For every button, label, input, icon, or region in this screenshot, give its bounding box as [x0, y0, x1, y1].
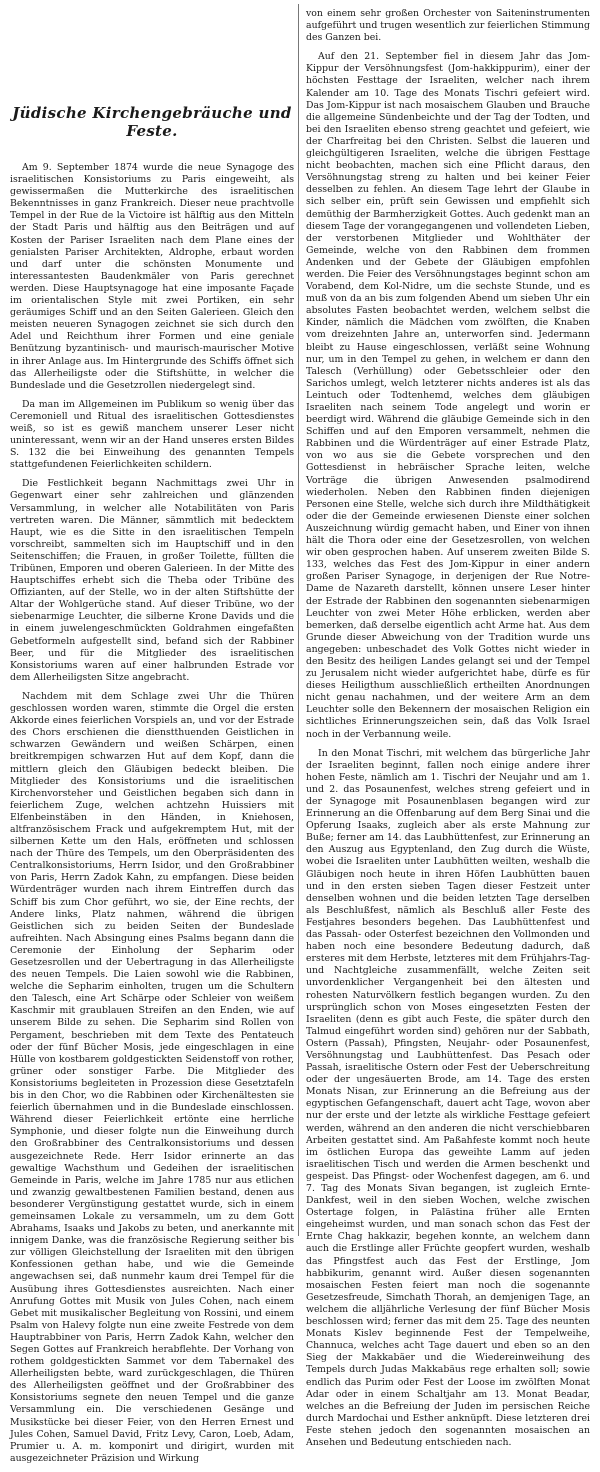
- paragraph: von einem sehr großen Orchester von Saiteninstrumenten aufgeführt und trugen wesentlich zur feierlichen Stimmung des Ganzen bei.: [306, 8, 590, 44]
- paragraph: Die Festlichkeit begann Nachmittags zwei Uhr in Gegenwart einer sehr zahlreichen und glänzenden Versammlung, in welcher alle Notabilitäten von Paris vertreten waren. Die Männer, sämmtlich mit bedecktem Haupt, wie es die Sitte in den israelitischen Tempeln vorschreibt, sammelten sich im Hauptschiff und in den Seitenschiffen; die Frauen, in großer Toilette, füllten die Tribünen, Emporen und oberen Galerieen. In der Mitte des Hauptschiffes erhebt sich die Theba oder Tribüne des Offizianten, auf der Stelle, wo in der alten Stiftshütte der Altar der Wohlgerüche stand. Auf dieser Tribüne, wo der siebenarmige Leuchter, die silberne Krone Davids und die in einem juwelengeschmückten Goldrahmen eingefaßten Gebetformeln aufgestellt sind, befand sich der Rabbiner Beer, und für die Mitglieder des israelitischen Konsistoriums waren auf einer halbrunden Estrade vor dem Allerheiligsten Sitze angebracht.: [10, 478, 294, 683]
- article-title: Jüdische Kirchengebräuche und Feste.: [12, 104, 292, 140]
- paragraph: Da man im Allgemeinen im Publikum so wenig über das Ceremoniell und Ritual des israelitischen Gottesdienstes weiß, so ist es gewiß manchem unserer Leser nicht uninteressant, wenn wir an der Hand unseres ersten Bildes S. 132 die bei Einweihung des genannten Tempels stattgefundenen Feierlichkeiten schildern.: [10, 398, 294, 471]
- column-divider: [298, 4, 299, 1236]
- paragraph: In den Monat Tischri, mit welchem das bürgerliche Jahr der Israeliten beginnt, fallen noch einige andere ihrer hohen Feste, nämlich am 1. Tischri der Neujahr und am 1. und 2. das Posaunenfest, welches streng gefeiert und in der Synagoge mit Posaunenblasen begangen wird zur Erinnerung an die Offenbarung auf dem Berg Sinai und die Opferung Isaaks, zugleich aber als erste Mahnung zur Buße; ferner am 14. das Laubhüttenfest, zur Erinnerung an den Auszug aus Egyptenland, den Zug durch die Wüste, wobei die Israeliten unter Laubhütten weilten, weshalb die Gläubigen noch heute in ihren Höfen Laubhütten bauen und in den ersten sieben Tagen dieser Festzeit unter denselben wohnen und die beiden letzten Tage derselben als Beschlußfest, nämlich als Beschluß aller Feste des Festjahres besonders begehen. Das Laubhüttenfest und das Passah- oder Osterfest bezeichnen den Vollmonden und haben noch eine besondere Bedeutung dadurch, daß ersteres mit dem Herbste, letzteres mit dem Frühjahrs-Tag- und Nachtgleiche zusammenfällt, welche Zeiten seit unvordenklicher Vergangenheit bei den ältesten und rohesten Naturvölkern festlich begangen wurden. Zu den ursprünglich schon von Moses eingesetzten Festen der Israeliten (denn es gibt auch Feste, die später durch den Talmud eingeführt worden sind) gehören nur der Sabbath, Ostern (Passah), Pfingsten, Neujahr- oder Posaunenfest, Versöhnungstag und Laubhüttenfest. Das Pesach oder Passah, israelitische Ostern oder Fest der Ueberschreitung oder der ungesäuerten Brode, am 14. Tage des ersten Monats Nisan, zur Erinnerung an die Befreiung aus der egyptischen Gefangenschaft, dauert acht Tage, wovon aber nur der erste und der letzte als wirkliche Festtage gefeiert werden, während an den anderen die nicht verschiebbaren Arbeiten gestattet sind. Am Paßahfeste kommt noch heute im östlichen Europa das geweihte Lamm auf jeden israelitischen Tisch und werden die Armen beschenkt und gespeist. Das Pfingst- oder Wochenfest dagegen, am 6. und 7. Tag des Monats Sivan begangen, ist zugleich Ernte-Dankfest, weil in den sieben Wochen, welche zwischen Ostertage folgen, in Palästina früher alle Ernten eingeheimst wurden, und man sonach schon das Fest der Ernte Chag hakkazir, begehen konnte, an welchem dann auch die Erstlinge aller Früchte geopfert wurden, weshalb das Pfingstfest auch das Fest der Erstlinge, Jom habbikurim, genannt wird. Außer diesen sogenannten mosaischen Festen feiert man noch die sogenannte Gesetzesfreude, Simchath Thorah, an demjenigen Tage, an welchem die alljährliche Verlesung der fünf Bücher Mosis beschlossen wird; ferner das mit dem 25. Tage des neunten Monats Kislev beginnende Fest der Tempelweihe, Channuca, welches acht Tage dauert und eben so an den Sieg der Makkabäer und die Wiedereinweihung des Tempels durch Judas Makkabäus rege erhalten soll; sowie endlich das Purim oder Fest der Loose im zwölften Monat Adar oder in einem Schaltjahr am 13. Monat Beadar, welches an die Befreiung der Juden im persischen Reiche durch Mardochai und Esther anknüpft. Diese letzteren drei Feste stehen jedoch den sogenannten mosaischen an Ansehen und Bedeutung entschieden nach.: [306, 747, 590, 1448]
- paragraph: Am 9. September 1874 wurde die neue Synagoge des israelitischen Konsistoriums zu Paris eingeweiht, als gewissermaßen die Mutterkirche des israelitischen Bekenntnisses in ganz Frankreich. Dieser neue prachtvolle Tempel in der Rue de la Victoire ist hälftig aus den Mitteln der Stadt Paris und hälftig aus den Beiträgen und auf Kosten der Pariser Israeliten nach dem Plane eines der genialsten Pariser Architekten, Aldrophe, erbaut worden und darf unter die schönsten Monumente und interessantesten Baudenkmäler von Paris gerechnet werden. Diese Hauptsynagoge hat eine imposante Façade im orientalischen Style mit zwei Portiken, ein sehr geräumiges Schiff und an den Seiten Galerieen. Gleich den meisten neueren Synagogen zeichnet sie sich durch den Adel und Reichthum ihrer Formen und eine geniale Benützung byzantinisch- und maurisch-maurischer Motive in ihrer Anlage aus. Im Hintergrunde des Schiffs öffnet sich das Allerheiligste oder die Stiftshütte, in welcher die Bundeslade und die Gesetzrollen niedergelegt sind.: [10, 162, 294, 391]
- left-column: [10, 8, 294, 1472]
- paragraph: Nachdem mit dem Schlage zwei Uhr die Thüren geschlossen worden waren, stimmte die Orgel die ersten Akkorde eines feierlichen Vorspiels an, und vor der Estrade des Chors erschienen die dienstthuenden Geistlichen in schwarzen Gewändern und weißen Schärpen, einen breitkrempigen schwarzen Hut auf dem Kopf, dann die mittlern gleich den Gläubigen bedeckt bleiben. Die Mitglieder des Konsistoriums und die israelitischen Kirchenvorsteher und Geistlichen begaben sich dann in feierlichem Zuge, welchen achtzehn Huissiers mit Elfenbeinstäben in den Händen, in Kniehosen, altfranzösischem Frack und aufgekremptem Hut, mit der silbernen Kette um den Hals, eröffneten und schlossen nach der Thüre des Tempels, um den Oberpräsidenten des Centralkonsistoriums, Herrn Isidor, und den Großrabbiner von Paris, Herrn Zadok Kahn, zu empfangen. Diese beiden Würdenträger wurden nach ihrem Eintreffen durch das Schiff bis zum Chor geführt, wo sie, der Eine rechts, der Andere links, Platz nahmen, während die übrigen Geistlichen sich zu beiden Seiten der Bundeslade aufreihten. Nach Absingung eines Psalms begann dann die Ceremonie der Einholung der Sepharim oder Gesetzesrollen und der Uebertragung in das Allerheiligste des neuen Tempels. Die Laien sowohl wie die Rabbinen, welche die Sepharim einholten, trugen um die Schultern den Talesch, eine Art Schärpe oder Schleier von weißem Kaschmir mit graublauen Streifen an den Enden, wie auf unserem Bilde zu sehen. Die Sepharim sind Rollen von Pergament, beschrieben mit dem Texte des Pentateuch oder der fünf Bücher Mosis, jede eingeschlagen in eine Hülle von kostbarem goldgestickten Seidenstoff von rother, grüner oder sonstiger Farbe. Die Mitglieder des Konsistoriums begleiteten in Prozession diese Gesetztafeln bis in den Chor, wo die Rabbinen oder Kirchenältesten sie feierlich übernahmen und in die Bundeslade einschlossen. Während dieser Feierlichkeit ertönte eine herrliche Symphonie, und dieser folgte nun die Einweihung durch den Großrabbiner des Centralkonsistoriums und dessen ausgezeichnete Rede. Herr Isidor erinnerte an das gewaltige Wachsthum und Gedeihen der israelitischen Gemeinde in Paris, welche im Jahre 1785 nur aus etlichen und zwanzig gewaltbestenen Familien bestand, denen aus besonderer Vergünstigung gestattet wurde, sich in einem gemeinsamen Lokale zu versammeln, um zu dem Gott Abrahams, Isaaks und Jakobs zu beten, und anerkannte mit innigem Danke, was die französische Regierung seither bis zur völligen Gleichstellung der Israeliten mit den übrigen Konfessionen gethan habe, und wie die Gemeinde angewachsen sei, daß nunmehr kaum drei Tempel für die Ausübung ihres Gottesdienstes ausreichten. Nach einer Anrufung Gottes mit Musik von Jules Cohen, nach einem Gebet mit musikalischer Begleitung von Rossini, und einem Psalm von Halevy folgte nun eine zweite Festrede von dem Hauptrabbiner von Paris, Herrn Zadok Kahn, welcher den Segen Gottes auf Frankreich herabflehte. Der Vorhang von rothem goldgestickten Sammet vor dem Tabernakel des Allerheiligsten bebte, ward zurückgeschlagen, die Thüren des Allerheiligsten geöffnet und der Großrabbiner des Konsistoriums segnete den neuen Tempel und die ganze Versammlung ein. Die verschiedenen Gesänge und Musikstücke bei dieser Feier, von den Herren Ernest und Jules Cohen, Samuel David, Fritz Levy, Caron, Loeb, Adam, Prumier u. A. m. komponirt und dirigirt, wurden mit ausgezeichneter Präzision und Wirkung: [10, 690, 294, 1464]
- left-column-body: [10, 162, 294, 1465]
- right-column: [306, 8, 590, 1456]
- paragraph: Auf den 21. September fiel in diesem Jahr das Jom-Kippur der Versöhnungsfest (Jom-hakkippurim), einer der höchsten Festtage der Israeliten, welcher nach ihrem Kalender am 10. Tage des Monats Tischri gefeiert wird. Das Jom-Kippur ist nach mosaischem Glauben und Brauche die allgemeine Sündenbeichte und der Tag der Todten, und bei den Israeliten ebenso streng geachtet und gefeiert, wie der Charfreitag bei den Christen. Selbst die laueren und gleichgültigeren Israeliten, welche die übrigen Festtage nicht beobachten, machen sich eine Pflicht daraus, den Versöhnungstag streng zu halten und bei keiner Feier desselben zu fehlen. An diesem Tage lehrt der Glaube in sich selber ein, prüft sein Gewissen und empfiehlt sich demüthig der Barmherzigkeit Gottes. Auch gedenkt man an diesem Tage der vorangegangenen und vollendeten Lieben, der verstorbenen Mitglieder und Wohlthäter der Gemeinde, welche von den Rabbinen dem frommen Andenken und der Gebete der Gläubigen empfohlen werden. Die Feier des Versöhnungstages beginnt schon am Vorabend, dem Kol-Nidre, um die sechste Stunde, und es muß von da an bis zum folgenden Abend um sieben Uhr ein absolutes Fasten beobachtet werden, welchem selbst die Kinder, nämlich die Mädchen vom zwölften, die Knaben vom dreizehnten Jahre an, unterworfen sind. Jedermann bleibt zu Hause eingeschlossen, verläßt seine Wohnung nur, um in den Tempel zu gehen, in welchem er dann den Talesch (Verhüllung) oder Gebetsschleier oder den Sarichos umlegt, welch letzterer nichts anderes ist als das Leintuch oder Todtenhemd, welches dem gläubigen Israeliten nach seinem Tode angelegt und worin er beerdigt wird. Während die gläubige Gemeinde sich in den Schiffen und auf den Emporen versammelt, nehmen die Rabbinen und die Würdenträger auf einer Estrade Platz, von wo aus sie die Gebete vorsprechen und den Gottesdienst in hebräischer Sprache leiten, welche Vorträge die übrigen Anwesenden psalmodirend wiederholen. Neben den Rabbinen finden diejenigen Personen eine Stelle, welche sich durch ihre Mildthätigkeit oder die der Gemeinde erwiesenen Dienste einer solchen Auszeichnung würdig gemacht haben, und Einer von ihnen hält die Thora oder eine der Gesetzesrollen, von welchen wir oben gesprochen haben. Auf unserem zweiten Bilde S. 133, welches das Fest des Jom-Kippur in einer andern großen Pariser Synagoge, in derjenigen der Rue Notre-Dame de Nazareth darstellt, können unsere Leser hinter der Estrade der Rabbinen den sogenannten siebenarmigen Leuchter von zwei Meter Höhe erblicken, werden aber bemerken, daß derselbe eigentlich acht Arme hat. Aus dem Grunde dieser Abweichung von der Tradition wurde uns angegeben: unbeschadet des Volk Gottes nicht wieder in den Besitz des heiligen Landes gelangt sei und der Tempel zu Jerusalem nicht wieder aufgerichtet habe, dürfe es für dieses Heiligthum ausschließlich ertheilten Anordnungen nicht genau nachahmen, und der weitere Arm an dem Leuchter solle den Bekennern der mosaischen Religion ein sichtliches Erinnerungszeichen sein, daß das Volk Israel noch in der Verbannung weile.: [306, 51, 590, 740]
